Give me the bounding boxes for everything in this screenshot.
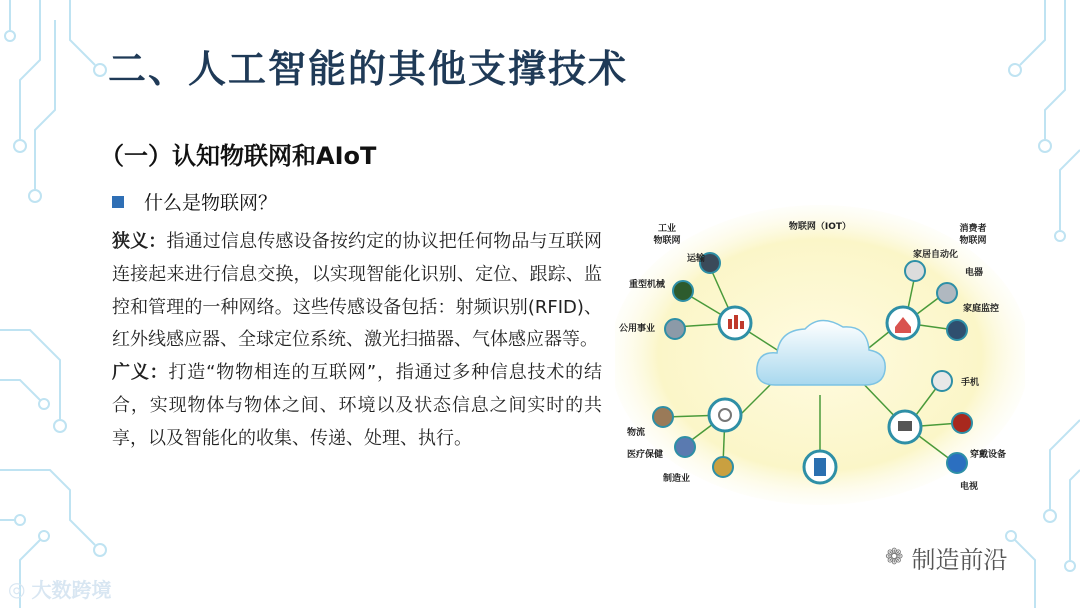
phone-icon [932, 371, 952, 391]
building-icon [814, 458, 826, 476]
label-home-monitoring: 家庭监控 [963, 304, 1000, 314]
laptop-icon [898, 421, 912, 431]
appliance-icon [937, 283, 957, 303]
narrow-text: 指通过信息传感设备按约定的协议把任何物品与互联网连接起来进行信息交换，以实现智能化识别、定位、跟踪、监控和管理的一种网络。这些传感设备包括：射频识别(RFID)、红外线感应器、全球定位系统、激光扫描器、气体感应器等。 [112, 231, 603, 351]
label-appliances: 电器 [965, 268, 984, 278]
industry-hub2-icon [709, 399, 741, 431]
square-bullet-icon [112, 196, 124, 208]
label-home-automation: 家居自动化 [913, 250, 959, 260]
factory-icon [665, 319, 685, 339]
narrow-definition [112, 226, 602, 357]
broad-definition [112, 357, 602, 455]
consumer-group-line1: 消费者 [959, 224, 987, 234]
broad-text: 打造“物物相连的互联网”，指通过多种信息技术的结合，实现物体与物体之间、环境以及状态信息之间实时的共享，以及智能化的收集、传递、处理、执行。 [112, 362, 602, 449]
wechat-icon: ❁ [885, 545, 904, 570]
bullet-heading [112, 188, 277, 215]
home-automation-icon [905, 261, 925, 281]
bullet-text: 什么是物联网？ [144, 192, 278, 214]
label-transport: 运输 [687, 254, 706, 264]
industry-group-line1: 工业 [657, 224, 677, 234]
manufacturing-icon [713, 457, 733, 477]
watermark-right-text: 制造前沿 [911, 546, 1008, 574]
monitor-icon [947, 320, 967, 340]
watermark-left [8, 574, 111, 603]
label-manufacturing: 制造业 [663, 474, 691, 484]
definition-text [112, 226, 602, 456]
broad-label: 广义： [112, 362, 169, 384]
industry-group-line2: 物联网 [653, 236, 681, 246]
narrow-label: 狭义： [112, 231, 167, 252]
label-phone: 手机 [961, 378, 980, 388]
watermark-left-text: 大数跨境 [31, 578, 112, 602]
consumer-group-line2: 物联网 [959, 236, 987, 246]
hospital-icon [675, 437, 695, 457]
label-healthcare: 医疗保健 [627, 450, 664, 460]
label-logistics: 物流 [627, 428, 646, 438]
iot-diagram [615, 205, 1025, 505]
machinery-icon [673, 281, 693, 301]
weibo-icon: ◎ [8, 576, 26, 601]
warehouse-icon [653, 407, 673, 427]
label-wearables: 穿戴设备 [970, 450, 1007, 460]
diagram-title: 物联网（IOT） [788, 222, 852, 232]
label-utilities: 公用事业 [619, 324, 656, 334]
label-heavy-machinery: 重型机械 [629, 280, 666, 290]
section-subtitle: （一）认知物联网和AIoT [100, 142, 377, 170]
chart-icon [728, 319, 732, 329]
slide-title: 二、人工智能的其他支撑技术 [108, 47, 629, 91]
tv-icon [947, 453, 967, 473]
label-tv: 电视 [960, 482, 979, 492]
watch-icon [952, 413, 972, 433]
watermark-right [885, 540, 1007, 575]
